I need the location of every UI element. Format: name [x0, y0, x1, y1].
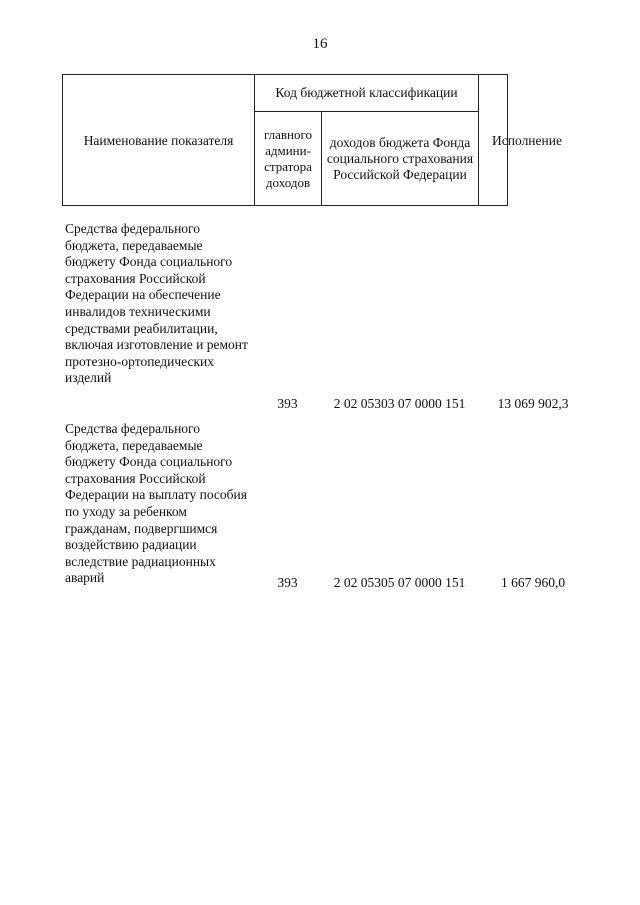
table-row-amount: 13 069 902,3: [497, 396, 569, 411]
table-row-admin: 393: [277, 396, 298, 411]
table-row-code: 2 02 05303 07 0000 151: [333, 396, 466, 411]
header-divider: [321, 111, 322, 206]
header-admin-code: главного админи-стратора доходов: [263, 127, 313, 190]
header-budget-code: Код бюджетной классификации: [275, 85, 458, 100]
table-row-name: Средства федерального бюджета, передаваемые бюджету Фонда социального страхования Российской Федерации на обеспечение инвалидов техническими средствами реабилитации, включая изготовление и ремонт протезно-ортопедических изделий: [65, 221, 248, 386]
header-execution: Исполнение: [492, 132, 562, 148]
page-number: 16: [312, 36, 328, 52]
header-income-code: доходов бюджета Фонда социального страхования Российской Федерации: [326, 135, 474, 182]
table-row-amount: 1 667 960,0: [500, 575, 566, 590]
table-row-code: 2 02 05305 07 0000 151: [333, 575, 466, 590]
header-name: Наименование показателя: [83, 132, 234, 148]
table-row-name: Средства федерального бюджета, передаваемые бюджету Фонда социального страхования Российской Федерации на выплату пособия по уходу за ребенком гражданам, подвергшимся воздействию радиации вследствие радиационных аварий: [65, 421, 247, 586]
table-row-admin: 393: [277, 575, 298, 590]
